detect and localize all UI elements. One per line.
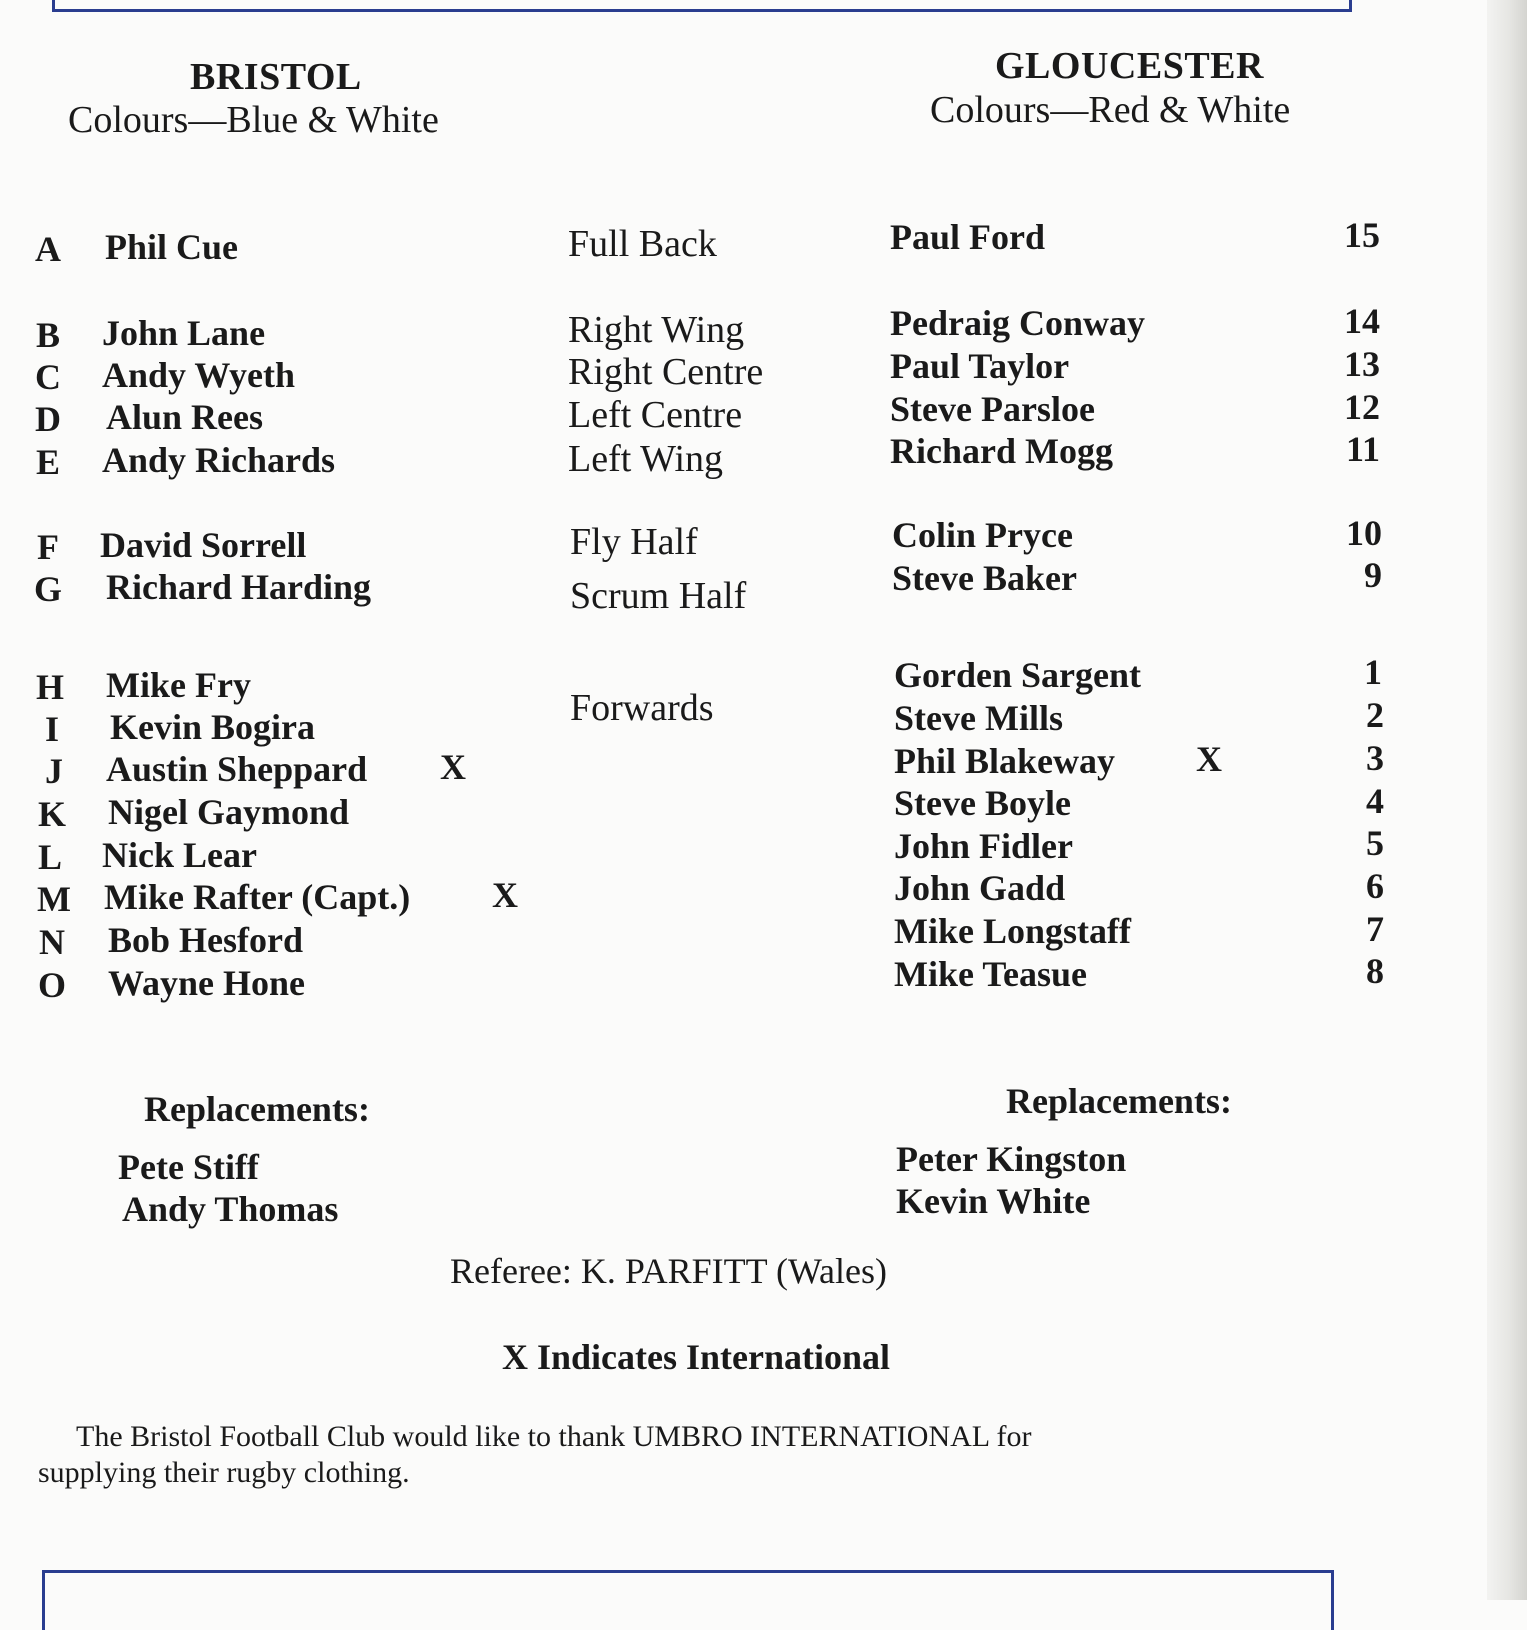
bristol-letter: L	[37, 837, 62, 877]
gloucester-player-name: Paul Taylor	[890, 346, 1070, 386]
international-mark: X	[440, 747, 466, 787]
bristol-player-name: Richard Harding	[106, 567, 372, 607]
bristol-player-name: Andy Wyeth	[102, 355, 296, 395]
bristol-letter: E	[35, 442, 60, 482]
gloucester-player-number: 13	[1344, 344, 1380, 384]
bristol-player-name: Phil Cue	[105, 227, 239, 267]
position-label: Right Wing	[568, 309, 745, 351]
gloucester-player-name: Mike Longstaff	[894, 911, 1131, 951]
gloucester-player-number: 12	[1344, 387, 1380, 427]
bristol-colours: Colours—Blue & White	[68, 99, 439, 141]
bristol-player-name: John Lane	[102, 313, 266, 353]
gloucester-player-name: Steve Baker	[892, 558, 1077, 598]
gloucester-player-name: Steve Mills	[894, 698, 1063, 738]
bristol-letter: M	[37, 879, 71, 919]
bristol-letter: K	[37, 794, 66, 834]
gloucester-player-number: 10	[1346, 513, 1382, 553]
bristol-letter: F	[37, 527, 59, 567]
gloucester-player-number: 1	[1364, 652, 1382, 692]
page-edge	[1487, 0, 1527, 1600]
bristol-replacements-title: Replacements:	[144, 1089, 370, 1129]
gloucester-player-name: Paul Ford	[890, 217, 1046, 257]
bristol-player-name: Bob Hesford	[108, 920, 304, 960]
gloucester-player-name: Pedraig Conway	[890, 303, 1145, 343]
bristol-player-name: Wayne Hone	[108, 963, 306, 1003]
gloucester-player-name: John Gadd	[894, 868, 1066, 908]
thanks-line-1: The Bristol Football Club would like to thank UMBRO INTERNATIONAL for	[76, 1420, 1032, 1453]
bristol-letter: B	[35, 315, 60, 355]
bristol-letter: N	[39, 922, 65, 962]
bristol-letter: H	[35, 667, 64, 707]
gloucester-replacement: Kevin White	[896, 1181, 1091, 1221]
international-note: X Indicates International	[502, 1337, 891, 1377]
gloucester-player-name: Gorden Sargent	[894, 655, 1141, 695]
gloucester-player-number: 3	[1366, 738, 1384, 778]
top-border-box	[52, 0, 1352, 12]
position-label: Fly Half	[570, 521, 698, 563]
bristol-player-name: Kevin Bogira	[110, 707, 315, 747]
gloucester-player-number: 5	[1366, 823, 1384, 863]
gloucester-replacements-title: Replacements:	[1006, 1081, 1232, 1121]
gloucester-player-name: Steve Parsloe	[890, 389, 1095, 429]
bristol-player-name: Mike Rafter (Capt.)	[104, 877, 411, 917]
bottom-border-box	[42, 1570, 1334, 1630]
gloucester-player-name: Colin Pryce	[892, 515, 1073, 555]
position-label: Scrum Half	[570, 575, 747, 617]
bristol-letter: I	[44, 709, 59, 749]
bristol-player-name: Austin Sheppard	[106, 749, 368, 789]
gloucester-player-name: Mike Teasue	[894, 954, 1088, 994]
bristol-letter: C	[35, 357, 61, 397]
bristol-player-name: Mike Fry	[106, 665, 251, 705]
position-label: Forwards	[570, 687, 714, 729]
gloucester-player-name: Steve Boyle	[894, 783, 1071, 823]
bristol-replacement: Andy Thomas	[122, 1189, 339, 1229]
bristol-letter: O	[37, 965, 66, 1005]
gloucester-player-name: Richard Mogg	[890, 431, 1113, 471]
gloucester-player-number: 2	[1366, 695, 1384, 735]
position-label: Right Centre	[568, 351, 764, 393]
bristol-player-name: Nick Lear	[102, 835, 257, 875]
gloucester-team-name: GLOUCESTER	[995, 45, 1264, 87]
bristol-letter: D	[35, 399, 61, 439]
referee-line: Referee: K. PARFITT (Wales)	[450, 1251, 888, 1291]
position-label: Left Wing	[568, 438, 724, 480]
position-label: Full Back	[568, 223, 717, 265]
gloucester-player-number: 9	[1364, 555, 1382, 595]
gloucester-player-number: 4	[1366, 781, 1384, 821]
bristol-letter: A	[35, 229, 61, 269]
gloucester-player-name: Phil Blakeway	[894, 741, 1116, 781]
bristol-player-name: Alun Rees	[106, 397, 264, 437]
gloucester-player-number: 14	[1344, 301, 1380, 341]
gloucester-replacement: Peter Kingston	[896, 1139, 1127, 1179]
gloucester-player-number: 15	[1344, 215, 1380, 255]
thanks-line-2: supplying their rugby clothing.	[38, 1456, 410, 1489]
gloucester-player-name: John Fidler	[894, 826, 1074, 866]
international-mark: X	[1196, 739, 1222, 779]
gloucester-player-number: 6	[1366, 866, 1384, 906]
bristol-player-name: Andy Richards	[102, 440, 336, 480]
bristol-team-name: BRISTOL	[190, 56, 362, 98]
position-label: Left Centre	[568, 394, 743, 436]
bristol-letter: J	[45, 751, 63, 791]
bristol-replacement: Pete Stiff	[118, 1147, 259, 1187]
gloucester-player-number: 8	[1366, 951, 1384, 991]
bristol-letter: G	[33, 569, 62, 609]
bristol-player-name: David Sorrell	[100, 525, 307, 565]
gloucester-player-number: 11	[1345, 429, 1380, 469]
gloucester-colours: Colours—Red & White	[930, 89, 1291, 131]
bristol-player-name: Nigel Gaymond	[108, 792, 350, 832]
international-mark: X	[492, 875, 518, 915]
gloucester-player-number: 7	[1366, 909, 1384, 949]
